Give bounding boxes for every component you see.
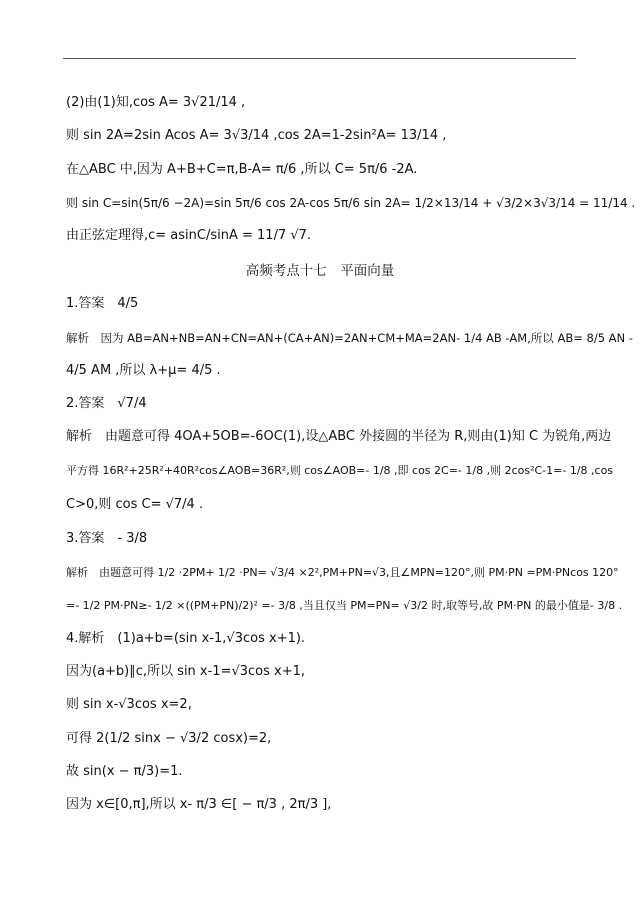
header-rule <box>63 58 576 59</box>
text-line: 解析 由题意可得 4OA+5OB=-6OC(1),设△ABC 外接圆的半径为 R,则由(1)知 C 为锐角,两边 <box>66 429 612 444</box>
text-line: 则 sin C=sin(5π/6 −2A)=sin 5π/6 cos 2A-cos 5π/6 sin 2A= 1/2×13/14 + √3/2×3√3/14 = 11/14 . <box>66 196 636 210</box>
text-line: 故 sin(x − π/3)=1. <box>66 764 183 779</box>
text-line: 则 sin 2A=2sin Acos A= 3√3/14 ,cos 2A=1-2sin²A= 13/14 , <box>66 128 447 143</box>
text-line: 2.答案 √7/4 <box>66 396 147 411</box>
text-line: 解析 由题意可得 1/2 ·2PM+ 1/2 ·PN= √3/4 ×2²,PM+PN=√3,且∠MPN=120°,则 PM·PN =PM·PNcos 120° <box>66 566 619 579</box>
text-line: 因为 x∈[0,π],所以 x- π/3 ∈[ − π/3 , 2π/3 ], <box>66 797 332 812</box>
section-title: 高频考点十七 平面向量 <box>245 263 395 279</box>
text-line: 在△ABC 中,因为 A+B+C=π,B-A= π/6 ,所以 C= 5π/6 -2A. <box>66 162 418 177</box>
text-line: 解析 因为 AB=AN+NB=AN+CN=AN+(CA+AN)=2AN+CM+MA=2AN- 1/4 AB -AM,所以 AB= 8/5 AN - <box>66 331 633 345</box>
text-line: =- 1/2 PM·PN≥- 1/2 ×((PM+PN)/2)² =- 3/8 ,当且仅当 PM=PN= √3/2 时,取等号,故 PM·PN 的最小值是- 3/8 . <box>66 599 623 612</box>
text-line: (2)由(1)知,cos A= 3√21/14 , <box>66 95 246 110</box>
text-line: 平方得 16R²+25R²+40R²cos∠AOB=36R²,则 cos∠AOB=- 1/8 ,即 cos 2C=- 1/8 ,则 2cos²C-1=- 1/8 ,cos <box>66 464 614 477</box>
text-line: 由正弦定理得,c= asinC/sinA = 11/7 √7. <box>66 228 312 243</box>
text-line: 4.解析 (1)a+b=(sin x-1,√3cos x+1). <box>66 631 306 646</box>
text-line: 因为(a+b)∥c,所以 sin x-1=√3cos x+1, <box>66 664 306 679</box>
text-line: 1.答案 4/5 <box>66 296 139 311</box>
text-line: C>0,则 cos C= √7/4 . <box>66 497 204 512</box>
text-line: 则 sin x-√3cos x=2, <box>66 697 192 712</box>
text-line: 4/5 AM ,所以 λ+μ= 4/5 . <box>66 363 221 378</box>
text-line: 3.答案 - 3/8 <box>66 531 148 546</box>
text-line: 可得 2(1/2 sinx − √3/2 cosx)=2, <box>66 731 272 746</box>
